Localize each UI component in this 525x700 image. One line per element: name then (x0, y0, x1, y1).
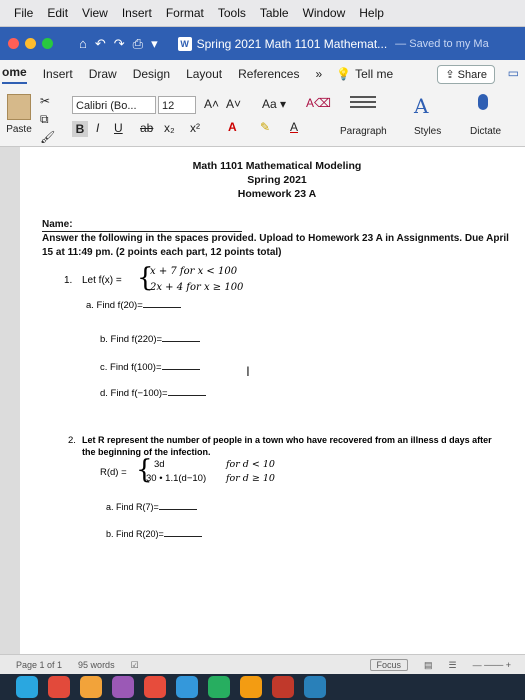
q1-case-2: 2x + 4 for x ≥ 100 (150, 282, 244, 293)
q1-part-d (100, 386, 206, 399)
bold-button[interactable]: B (72, 121, 88, 137)
q2-case-1-cond: for d < 10 (226, 459, 275, 470)
q1-part-a-blank[interactable] (143, 298, 181, 308)
q2-case-2-cond: for d ≥ 10 (226, 473, 275, 484)
mac-menubar (0, 0, 525, 27)
styles-label: Styles (414, 126, 442, 137)
tab-insert[interactable]: Insert (42, 67, 73, 81)
status-bar (0, 654, 525, 675)
document-page[interactable] (20, 147, 525, 654)
paste-label: Paste (6, 124, 32, 135)
strikethrough-button[interactable]: ab (140, 121, 154, 135)
lightbulb-icon: 💡 (336, 67, 352, 81)
q2-brace: { (136, 455, 153, 485)
undo-icon[interactable]: ↶ (94, 35, 106, 51)
menu-table[interactable]: Table (259, 6, 289, 20)
q2-text-line-2: the beginning of the infection. (82, 447, 211, 457)
ribbon-tabs (0, 60, 525, 88)
document-title-text: Spring 2021 Math 1101 Mathemat... (196, 36, 388, 51)
tabs-overflow-icon[interactable]: » (315, 67, 323, 81)
dock-app-icon[interactable] (272, 676, 294, 698)
tell-me-search[interactable] (336, 67, 393, 81)
shrink-font-button[interactable]: A˅ (226, 97, 242, 111)
font-color-button[interactable]: A (290, 120, 299, 134)
doc-header-line-2: Spring 2021 (247, 174, 307, 187)
dock-app-icon[interactable] (80, 676, 102, 698)
q1-number: 1. (64, 275, 73, 286)
q2-text-line-1: Let R represent the number of people in a town who have recovered from an illness d days after (82, 435, 492, 445)
focus-button[interactable]: Focus (370, 659, 409, 671)
underline-button[interactable]: U (114, 121, 123, 135)
word-doc-icon: W (178, 37, 192, 51)
q2-part-a-blank[interactable] (159, 500, 197, 510)
dock-app-icon[interactable] (48, 676, 70, 698)
dictate-label: Dictate (470, 126, 502, 137)
dock-app-icon[interactable] (240, 676, 262, 698)
q1-lead: Let f(x) = (82, 275, 122, 286)
doc-header-line-1: Math 1101 Mathematical Modeling (192, 160, 362, 172)
close-window-button[interactable] (8, 38, 19, 49)
q2-case-2-expr: 30 • 1.1(d−10) (146, 473, 207, 484)
proofing-icon[interactable]: ☑ (130, 659, 139, 670)
cut-icon[interactable]: ✂ (40, 94, 51, 108)
dock-app-icon[interactable] (208, 676, 230, 698)
dock-app-icon[interactable] (176, 676, 198, 698)
paste-button[interactable] (2, 94, 36, 135)
share-label: Share (457, 68, 487, 81)
q2-part-b-blank[interactable] (164, 527, 202, 537)
minimize-window-button[interactable] (25, 38, 36, 49)
subscript-button[interactable]: x₂ (164, 121, 175, 135)
menu-edit[interactable]: Edit (47, 6, 69, 20)
dock-app-icon[interactable] (16, 676, 38, 698)
clear-formatting-icon[interactable]: A⌫ (306, 96, 331, 110)
q1-part-a-text: a. Find f(20)= (86, 300, 143, 311)
mac-dock (0, 674, 525, 700)
menu-file[interactable]: File (14, 6, 34, 20)
window-controls (8, 38, 53, 49)
grow-font-button[interactable]: A˄ (204, 97, 220, 111)
q1-part-c-text: c. Find f(100)= (100, 362, 162, 373)
font-size-select[interactable]: 12 (158, 96, 196, 114)
share-icon: ⇪ (445, 68, 455, 81)
copy-icon[interactable]: ⧉ (40, 112, 49, 126)
document-title (178, 37, 388, 51)
tab-layout[interactable]: Layout (186, 67, 223, 81)
q1-part-b (100, 332, 200, 345)
q1-part-d-text: d. Find f(−100)= (100, 388, 168, 399)
font-name-select[interactable]: Calibri (Bo... (72, 96, 156, 114)
dock-app-icon[interactable] (112, 676, 134, 698)
q1-part-b-text: b. Find f(220)= (100, 334, 163, 345)
clipboard-icon (7, 94, 31, 120)
styles-icon[interactable]: A (414, 94, 429, 118)
redo-icon[interactable]: ↷ (113, 35, 125, 51)
menu-help[interactable]: Help (359, 6, 384, 20)
menu-tools[interactable]: Tools (217, 6, 246, 20)
word-count[interactable]: 95 words (78, 660, 115, 670)
page-count[interactable]: Page 1 of 1 (16, 660, 63, 670)
q2-lead: R(d) = (100, 467, 127, 478)
q2-case-1-expr: 3d (154, 459, 165, 470)
zoom-window-button[interactable] (42, 38, 53, 49)
instructions-text: Answer the following in the spaces provided. Upload to Homework 23 A in Assignments. Due April 15 at 11:49 pm. (2 points each part, 12 points total) (42, 233, 509, 258)
home-icon[interactable]: ⌂ (79, 35, 87, 51)
q2-number: 2. (68, 435, 76, 446)
q1-part-a (86, 298, 181, 311)
tab-references[interactable]: References (238, 67, 300, 81)
menu-window[interactable]: Window (302, 6, 346, 20)
microphone-icon[interactable] (478, 94, 488, 110)
tell-me-label: Tell me (355, 67, 394, 81)
window-titlebar (0, 27, 525, 60)
paragraph-label: Paragraph (340, 126, 387, 137)
q2-part-a (106, 500, 197, 512)
text-effects-button[interactable]: A (228, 120, 237, 134)
q1-part-c-blank[interactable] (162, 360, 200, 370)
zoom-slider[interactable]: — ─── + (472, 660, 511, 670)
dock-app-icon[interactable] (144, 676, 166, 698)
home-ribbon (0, 88, 525, 147)
change-case-button[interactable]: Aa ▾ (262, 97, 287, 111)
q1-part-d-blank[interactable] (168, 386, 206, 396)
dock-app-icon[interactable] (304, 676, 326, 698)
q2-part-a-text: a. Find R(7)= (106, 502, 159, 512)
menu-insert[interactable]: Insert (121, 6, 152, 20)
format-painter-icon[interactable]: 🖌 (40, 130, 56, 144)
tab-draw[interactable]: Draw (88, 67, 117, 81)
q1-part-c (100, 360, 200, 373)
print-layout-icon[interactable]: ▤ (424, 659, 433, 670)
comments-icon[interactable]: ▭ (507, 66, 519, 80)
tab-design[interactable]: Design (132, 67, 171, 81)
q1-brace: { (137, 263, 154, 293)
document-body (42, 159, 512, 259)
italic-button[interactable]: I (96, 121, 100, 135)
save-status: — Saved to my Ma (395, 37, 489, 50)
highlight-icon[interactable]: ✎ (260, 120, 271, 134)
q1-case-1: x + 7 for x < 100 (150, 266, 238, 277)
name-field-label: Name: (42, 218, 242, 233)
menu-view[interactable]: View (82, 6, 108, 20)
paragraph-icon[interactable] (350, 96, 376, 114)
print-icon[interactable]: ⎙ (132, 35, 144, 51)
customize-toolbar-icon[interactable]: ▾ (151, 35, 158, 51)
q2-part-b-text: b. Find R(20)= (106, 529, 164, 539)
text-cursor-icon: I (246, 363, 250, 379)
menu-format[interactable]: Format (165, 6, 204, 20)
tab-home[interactable]: ome (2, 65, 27, 84)
share-button[interactable] (437, 65, 495, 84)
doc-header-line-3: Homework 23 A (237, 188, 317, 201)
q2-part-b (106, 527, 202, 539)
document-canvas (0, 147, 525, 654)
quick-access-toolbar (79, 36, 158, 52)
q1-part-b-blank[interactable] (162, 332, 200, 342)
superscript-button[interactable]: x² (190, 121, 200, 135)
web-layout-icon[interactable]: ☰ (448, 659, 457, 670)
